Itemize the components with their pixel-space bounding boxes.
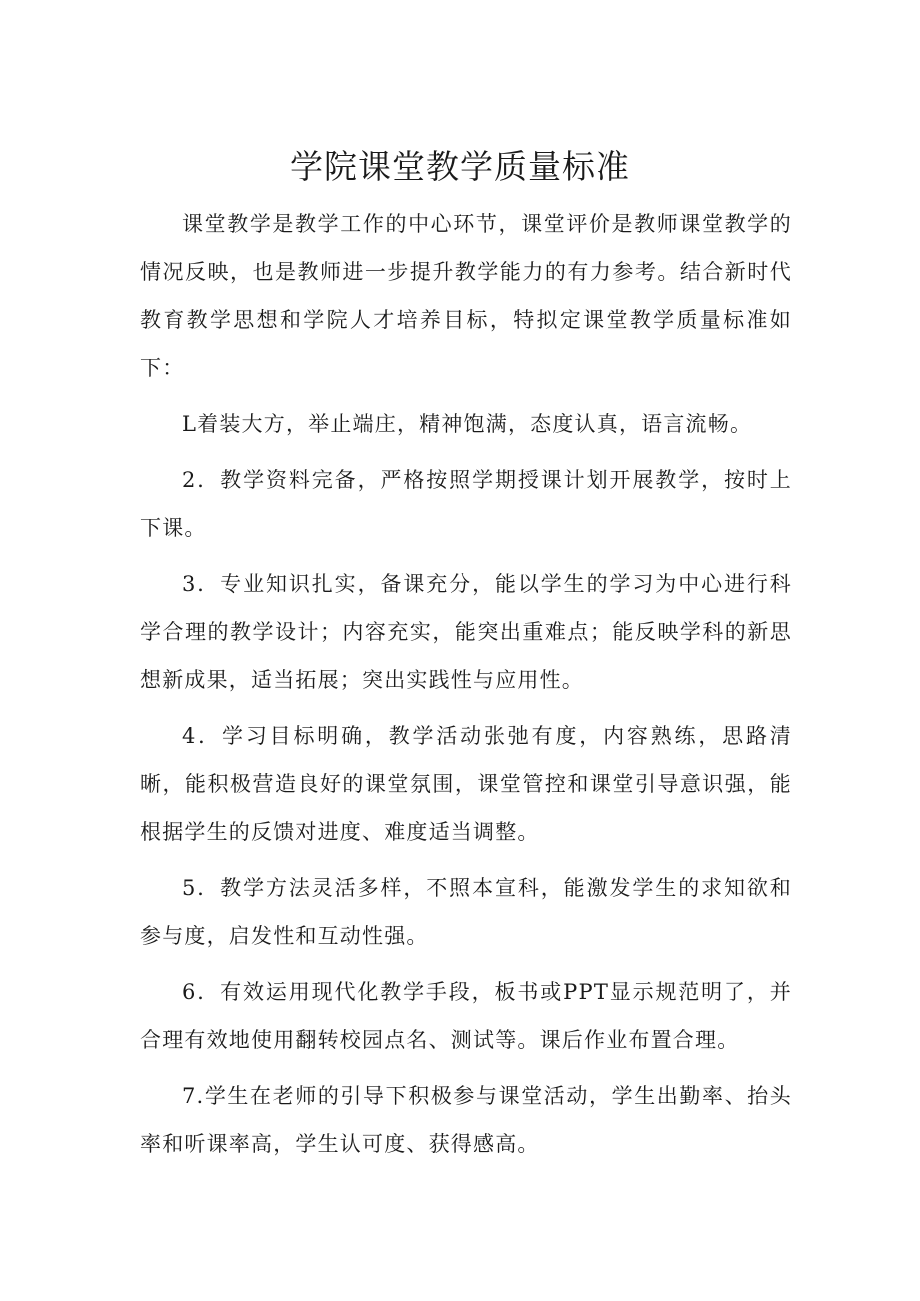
paragraph-item-7: 7.学生在老师的引导下积极参与课堂活动，学生出勤率、抬头率和听课率高，学生认可度、获得感高。 [140,1084,792,1156]
paragraph-item-4: 4．学习目标明确，教学活动张弛有度，内容熟练，思路清晰，能积极营造良好的课堂氛围，课堂管控和课堂引导意识强，能根据学生的反馈对进度、难度适当调整。 [140,724,792,844]
paragraph-item-6: 6．有效运用现代化教学手段，板书或PPT显示规范明了，并合理有效地使用翻转校园点名、测试等。课后作业布置合理。 [140,980,792,1052]
paragraph-item-1: L着装大方，举止端庄，精神饱满，态度认真，语言流畅。 [182,412,753,436]
document-body [140,200,792,1168]
paragraph-intro: 课堂教学是教学工作的中心环节，课堂评价是教师课堂教学的情况反映，也是教师进一步提升教学能力的有力参考。结合新时代教育教学思想和学院人才培养目标，特拟定课堂教学质量标准如下： [140,212,792,380]
document-title: 学院课堂教学质量标准 [290,147,630,187]
paragraph-item-5: 5．教学方法灵活多样，不照本宣科，能激发学生的求知欲和参与度，启发性和互动性强。 [140,876,792,948]
paragraph-item-2: 2．教学资料完备，严格按照学期授课计划开展教学，按时上下课。 [140,468,792,540]
paragraph-item-3: 3．专业知识扎实，备课充分，能以学生的学习为中心进行科学合理的教学设计；内容充实，能突出重难点；能反映学科的新思想新成果，适当拓展；突出实践性与应用性。 [140,572,792,692]
